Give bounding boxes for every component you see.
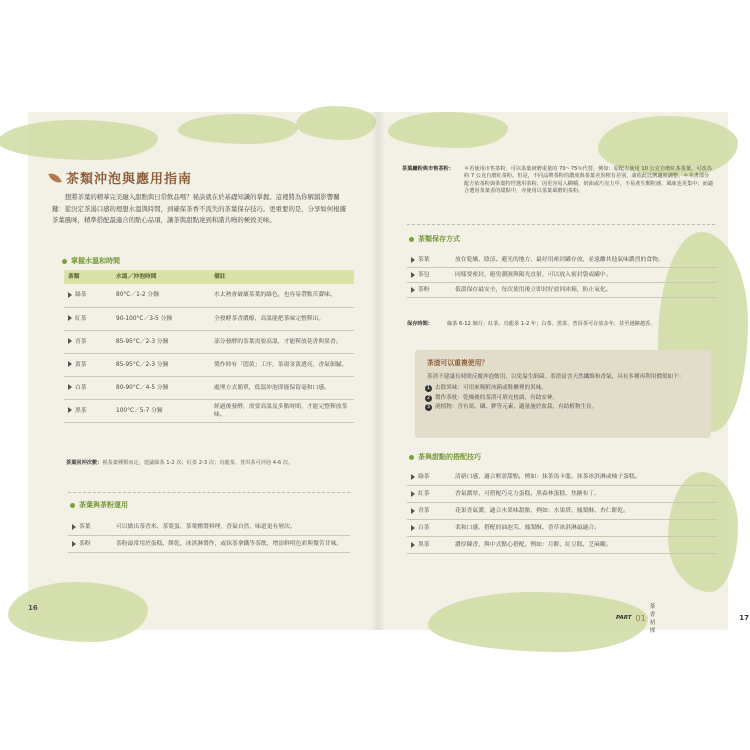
triangle-bullet-icon [411, 287, 415, 293]
table-row [407, 503, 717, 520]
table-row [68, 536, 350, 553]
table-row [64, 307, 354, 330]
number-badge: 2 [426, 394, 431, 401]
list-item [425, 394, 701, 404]
pairing-desc: 柔和口感，搭配的油泡芙、鳳梨酥，香草冰淇淋最適合。 [451, 520, 717, 537]
tea-name: 綠茶 [418, 474, 430, 480]
brew-note: 經過後發酵，需要高溫及多點時間，才能完整釋放茶味。 [210, 399, 354, 422]
section-label: 茶葉與茶粉運用 [79, 501, 128, 509]
triangle-bullet-icon [411, 272, 415, 278]
section-label: 茶與甜點的搭配技巧 [418, 453, 481, 461]
page-number: 16 [28, 604, 38, 612]
table-row [407, 520, 717, 537]
number-badge: 1 [426, 385, 431, 392]
dashed-divider [407, 224, 715, 225]
tea-name: 青茶 [75, 338, 87, 345]
table-row [64, 399, 354, 422]
box-title: 茶渣可以重複使用？ [427, 359, 489, 367]
triangle-bullet-icon [411, 257, 415, 263]
list-item [425, 403, 701, 413]
footnote-text: 視茶葉種類而定，建議綠茶 1-2 次；紅茶 2-3 次；烏龍茶、普洱茶可沖泡 4-6 次。 [102, 460, 294, 466]
page-title-row [50, 168, 192, 187]
temp-time: 80-90°C／4-5 分鐘 [112, 376, 210, 399]
number-badge: 3 [426, 404, 431, 411]
table-row [68, 519, 350, 536]
brew-footnote [66, 460, 346, 468]
part-title: 茶香初探 [649, 604, 656, 634]
tea-name: 茶包 [418, 272, 430, 278]
triangle-bullet-icon [411, 508, 415, 514]
triangle-bullet-icon [68, 407, 72, 413]
storage-time-note [407, 321, 717, 328]
footnote-label: 茶葉回沖次數： [66, 460, 103, 466]
brew-note: 全發酵茶香濃醇，高溫能把茶味完整釋出。 [210, 307, 354, 330]
tea-name: 茶粉 [418, 287, 430, 293]
left-page [28, 112, 371, 630]
usage-desc: 可以做出茶香米、茶葉蛋、茶葉燻製料理，香氣自然，味道更有層次。 [112, 519, 350, 536]
tea-residue-box [415, 350, 711, 438]
dashed-divider [68, 492, 350, 493]
section-heading-powder [70, 500, 128, 510]
storage-table [407, 253, 717, 298]
brew-note: 部分發酵的茶葉需要高溫，才能釋放花香與果香。 [210, 330, 354, 353]
pairing-desc: 花果香氣濃，適合水果味甜點，例如：水果塔、鳳梨酥、杏仁餅乾。 [451, 503, 717, 520]
triangle-bullet-icon [68, 315, 72, 321]
section-label: 茶類保存方式 [418, 235, 460, 243]
powder-table [68, 519, 350, 553]
intro-paragraph: 想將茶葉的精華完美融入甜點與日常飲品嗎？秘訣就在於基礎知識的掌握。這裡將為你解鎖影響關鍵：從決定茶湯口感的理想水溫與時間，到確保茶香不流失的茶葉保存技巧。更重要的是，分享如何根據茶葉風味，精準搭配最適合的點心品項，讓茶與甜點達到和諧共鳴的極致美味。 [52, 193, 346, 224]
table-row [407, 486, 717, 503]
usage-desc: 茶粉最常用於蛋糕、餅乾、冰淇淋製作，或抹茶拿鐵等茶飲，增添鮮明色彩與微苦甘味。 [112, 536, 350, 553]
leaf-icon [48, 170, 62, 185]
table-row [64, 284, 354, 307]
page-gutter [371, 112, 385, 630]
page-number: 17 [739, 614, 749, 622]
tea-name: 茶粉 [79, 541, 91, 547]
note-text: 綠茶 6-12 個月；紅茶、烏龍茶 1-2 年；白茶、黑茶、普洱茶可存放多年，甚至越陳越香。 [447, 321, 656, 327]
note-label: 茶葉廳粉與市售茶粉： [402, 166, 454, 172]
storage-desc: 同樣要密封，避免潮濕與陽光直射，可以放入密封袋或罐中。 [451, 268, 717, 283]
tea-name: 茶葉 [79, 524, 91, 530]
column-header: 備註 [210, 270, 354, 284]
note-text: ＊若使用市售茶粉，可以茶葉研磨重量的 70～75％代替，例如：原配方使用 10 公克自磨紅茶茶葉，可改為約 7 公克自磨紅茶粉。但是，不同品牌茶粉的濃度與茶葉差異稍有差別，請依此比例適度調整。＊本書部分配方依茶粉與茶葉特性選用茶粉，因更容易入糊嚼，奶油或巧克力中，不易產生顆粒感，風味也更集中；而適合選用茶葉香的甜點中，亦使用以茶葉風磨的茶粉。 [464, 166, 714, 194]
triangle-bullet-icon [411, 525, 415, 531]
column-header: 水溫／沖泡時間 [112, 270, 210, 284]
part-label: PART [616, 615, 632, 621]
triangle-bullet-icon [411, 542, 415, 548]
section-label: 掌握水溫和時間 [71, 257, 120, 265]
temp-time: 90-100°C／3-5 分鐘 [112, 307, 210, 330]
table-row [64, 353, 354, 376]
note-label: 保存時間： [407, 321, 433, 327]
pairing-desc: 香氣濃厚，可搭配巧克力蛋糕、黑森林蛋糕、焦糖布丁。 [451, 486, 717, 503]
triangle-bullet-icon [411, 474, 415, 480]
box-text: 茶渣不建議長時間反覆沖泡飲用，以免溢生細菌。茶渣富含天然纖維和香氣，具有多種再利用價值如下： [427, 374, 685, 380]
column-header: 茶類 [64, 270, 112, 284]
list-item-text: 澆植物：含有氮、磷、鉀等元素，適量施於盆栽，有助植物生長。 [435, 404, 598, 410]
tea-name: 白茶 [418, 525, 430, 531]
list-item-text: 製作茶枕：乾燥後的茶渣可填充枕頭，有助安神。 [435, 394, 559, 401]
bullet-dot-icon [409, 455, 414, 460]
section-heading-storage [409, 234, 460, 244]
storage-desc: 低溫保存最安全，每次使用後立即封好放回冰箱，防止氧化。 [451, 283, 717, 298]
triangle-bullet-icon [72, 524, 76, 530]
tea-name: 綠茶 [75, 292, 87, 299]
triangle-bullet-icon [411, 491, 415, 497]
pairing-desc: 清新口感，適合輕盈甜點，例如：抹茶馬卡龍、抹茶冰淇淋或柚子蛋糕。 [451, 469, 717, 486]
temp-time: 100°C／5-7 分鐘 [112, 399, 210, 422]
temp-time: 85-95°C／2-3 分鐘 [112, 330, 210, 353]
book-spread [28, 112, 749, 634]
triangle-bullet-icon [72, 541, 76, 547]
table-row [407, 537, 717, 554]
triangle-bullet-icon [68, 384, 72, 390]
pairing-table [407, 469, 717, 554]
page-footer [616, 602, 749, 634]
section-heading-water [62, 256, 120, 266]
table-row [407, 253, 717, 268]
bullet-dot-icon [62, 259, 67, 264]
table-row [64, 330, 354, 353]
tea-name: 青茶 [418, 508, 430, 514]
tea-name: 紅茶 [418, 491, 430, 497]
temp-time: 80°C／1-2 分鐘 [112, 284, 210, 307]
table-row [407, 283, 717, 298]
tea-name: 黑茶 [418, 542, 430, 548]
powder-conversion-note [402, 166, 714, 195]
list-item [425, 384, 701, 394]
temp-time: 85-95°C／2-3 分鐘 [112, 353, 210, 376]
table-row [407, 469, 717, 486]
triangle-bullet-icon [68, 338, 72, 344]
list-item-text: 去除異味：可用來吸附冰箱或鞋櫃裡的異味。 [435, 385, 547, 391]
triangle-bullet-icon [68, 361, 72, 367]
section-heading-pairing [409, 452, 481, 462]
tea-name: 茶葉 [418, 257, 430, 263]
part-number: 01 [635, 613, 646, 623]
brew-table [64, 270, 354, 423]
page-title: 茶類沖泡與應用指南 [66, 172, 193, 187]
bullet-dot-icon [70, 503, 75, 508]
table-row [407, 268, 717, 283]
brew-note: 製作時有「悶黃」工序，茶湯金黃透亮，香氣細膩。 [210, 353, 354, 376]
triangle-bullet-icon [68, 292, 72, 298]
brew-note: 水太熱會破壞茶葉的綠色，也容易帶點苦澀味。 [210, 284, 354, 307]
table-row [64, 376, 354, 399]
tea-name: 白茶 [75, 384, 87, 391]
brew-note: 處理方式簡單，低溫沖泡即能保留毫和口感。 [210, 376, 354, 399]
tea-name: 紅茶 [75, 315, 87, 322]
storage-desc: 放在乾燥、陰涼、避光的地方，最好用密封罐存放，並遠離其他氣味濃烈的食物。 [451, 253, 717, 268]
table-header-row [64, 270, 354, 284]
tea-name: 黃茶 [75, 361, 87, 368]
bullet-dot-icon [409, 237, 414, 242]
tea-name: 黑茶 [75, 407, 87, 414]
right-page [385, 112, 749, 634]
pairing-desc: 濃厚陳香，與中式點心搭配，例如：月餅、紅豆糕、芝麻糊。 [451, 537, 717, 554]
